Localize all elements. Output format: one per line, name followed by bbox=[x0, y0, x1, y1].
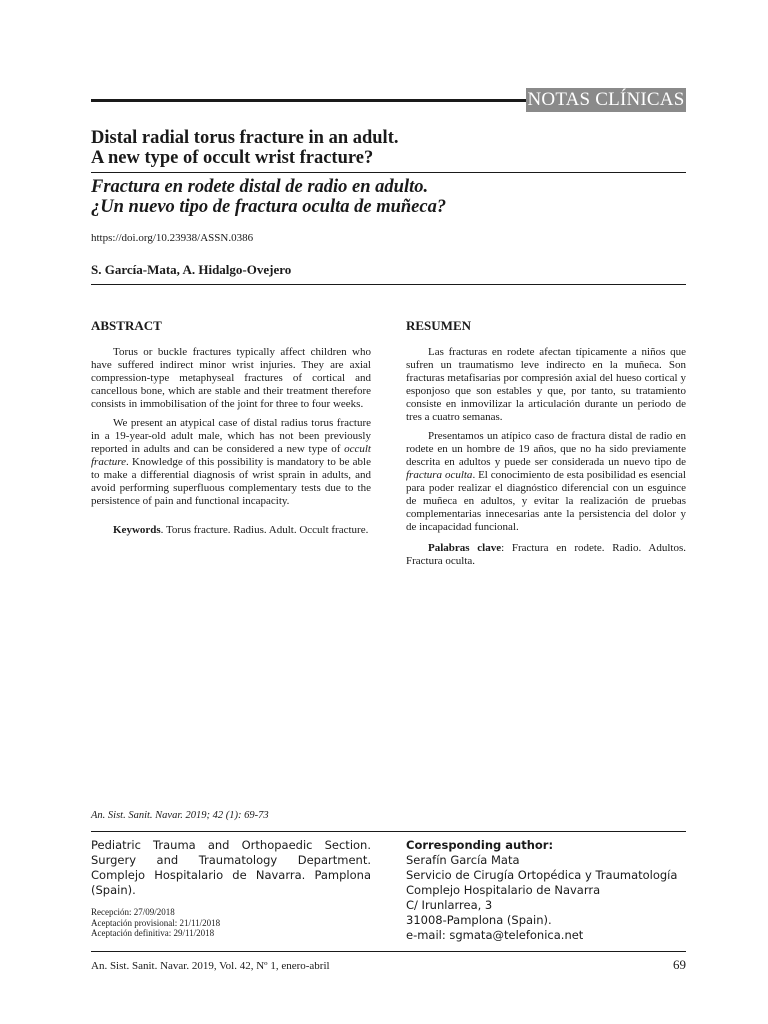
header-rule bbox=[91, 99, 526, 102]
resumen-p2-text: Presentamos un atípico caso de fractura distal de radio en rodete en un hombre de 19 años, que no ha sido previamente descrita en adultos y puede ser considerada un nuevo tipo de bbox=[406, 430, 686, 468]
footer-rule bbox=[91, 951, 686, 952]
citation-rule bbox=[91, 831, 686, 832]
abstract-paragraph-2 bbox=[91, 417, 371, 508]
palabras-clave-text: : Fractura en rodete. Radio. Adultos. Fractura oculta. bbox=[406, 542, 686, 567]
abstract-heading: ABSTRACT bbox=[91, 318, 162, 333]
resumen-p2-text-end: . El conocimiento de esta posibilidad es esencial para poder realizar el diagnóstico diferencial con un esguince de muñeca en adultos, y evitar la realización de pruebas complementarias innecesarias ante la persistencia del dolor y de incapacidad funcional. bbox=[406, 469, 686, 533]
corresponding-author-name: Serafín García Mata bbox=[406, 853, 520, 867]
page-number: 69 bbox=[673, 957, 686, 972]
palabras-clave-label: Palabras clave bbox=[428, 542, 502, 554]
abstract-p2-emphasis: occult fracture bbox=[91, 443, 371, 468]
keywords-text: . Torus fracture. Radius. Adult. Occult fracture. bbox=[160, 524, 369, 536]
resumen-paragraph-2 bbox=[406, 430, 686, 534]
title-spanish-line-2: ¿Un nuevo tipo de fractura oculta de muñeca? bbox=[91, 197, 447, 217]
title-english bbox=[91, 128, 686, 168]
resumen-paragraph-1: Las fracturas en rodete afectan típicamente a niños que sufren un traumatismo leve indirecto en la muñeca. Son fracturas metafisarias por compresión axial del hueso cortical y esponjoso que son estables y que, por tanto, su tratamiento consiste en inmovilizar la articulación durante un periodo de tres a cuatro semanas. bbox=[406, 346, 686, 423]
author-affiliation: Pediatric Trauma and Orthopaedic Section. Surgery and Traumatology Department. Complejo Hospitalario de Navarra. Pamplona (Spain). bbox=[91, 838, 371, 897]
resumen-heading: RESUMEN bbox=[406, 318, 472, 333]
section-label: NOTAS CLÍNICAS bbox=[527, 89, 685, 110]
corresponding-author-city: 31008-Pamplona (Spain). bbox=[406, 913, 552, 927]
corresponding-author-email[interactable]: e-mail: sgmata@telefonica.net bbox=[406, 928, 584, 942]
authors: S. García-Mata, A. Hidalgo-Ovejero bbox=[91, 262, 292, 277]
corresponding-author-service: Servicio de Cirugía Ortopédica y Traumatología bbox=[406, 868, 678, 882]
title-english-line-2: A new type of occult wrist fracture? bbox=[91, 148, 374, 168]
resumen-keywords bbox=[406, 542, 686, 568]
date-final: Aceptación definitiva: 29/11/2018 bbox=[91, 928, 215, 938]
corresponding-author bbox=[406, 838, 696, 943]
abstract-p2-text-end: . Knowledge of this possibility is mandatory to be able to make a differential diagnosis of wrist sprain in adults, and avoid performing superfluous complementary tests due to the persistence of pain and functional incapacity. bbox=[91, 456, 371, 507]
doi-link[interactable]: https://doi.org/10.23938/ASSN.0386 bbox=[91, 232, 254, 244]
date-provisional: Aceptación provisional: 21/11/2018 bbox=[91, 917, 221, 928]
journal-citation: An. Sist. Sanit. Navar. 2019; 42 (1): 69-73 bbox=[91, 810, 269, 821]
footer-journal: An. Sist. Sanit. Navar. 2019, Vol. 42, Nº 1, enero-abril bbox=[91, 960, 330, 972]
title-spanish-line-1: Fractura en rodete distal de radio en adulto. bbox=[91, 177, 429, 197]
abstract-p2-text: We present an atypical case of distal radius torus fracture in a 19-year-old adult male, which has not been previously reported in adults and can be considered a new type of bbox=[91, 417, 371, 455]
title-rule bbox=[91, 172, 686, 173]
resumen-p2-emphasis: fractura oculta bbox=[406, 469, 473, 481]
authors-rule bbox=[91, 284, 686, 285]
corresponding-author-hospital: Complejo Hospitalario de Navarra bbox=[406, 883, 601, 897]
keywords-label: Keywords bbox=[113, 524, 161, 536]
corresponding-author-heading: Corresponding author: bbox=[406, 838, 554, 852]
corresponding-author-street: C/ Irunlarrea, 3 bbox=[406, 898, 493, 912]
resumen-body bbox=[406, 346, 686, 574]
title-english-line-1: Distal radial torus fracture in an adult. bbox=[91, 128, 399, 148]
abstract-paragraph-1: Torus or buckle fractures typically affect children who have suffered indirect minor wrist injuries. They are axial compression-type metaphyseal fractures of cortical and cancellous bone, which are stable and their treatment therefore consists in immobilisation of the joint for three to four weeks. bbox=[91, 346, 371, 410]
abstract-body bbox=[91, 346, 371, 543]
submission-dates bbox=[91, 907, 220, 939]
abstract-keywords bbox=[91, 524, 371, 537]
title-spanish bbox=[91, 177, 686, 217]
date-received: Recepción: 27/09/2018 bbox=[91, 907, 175, 917]
